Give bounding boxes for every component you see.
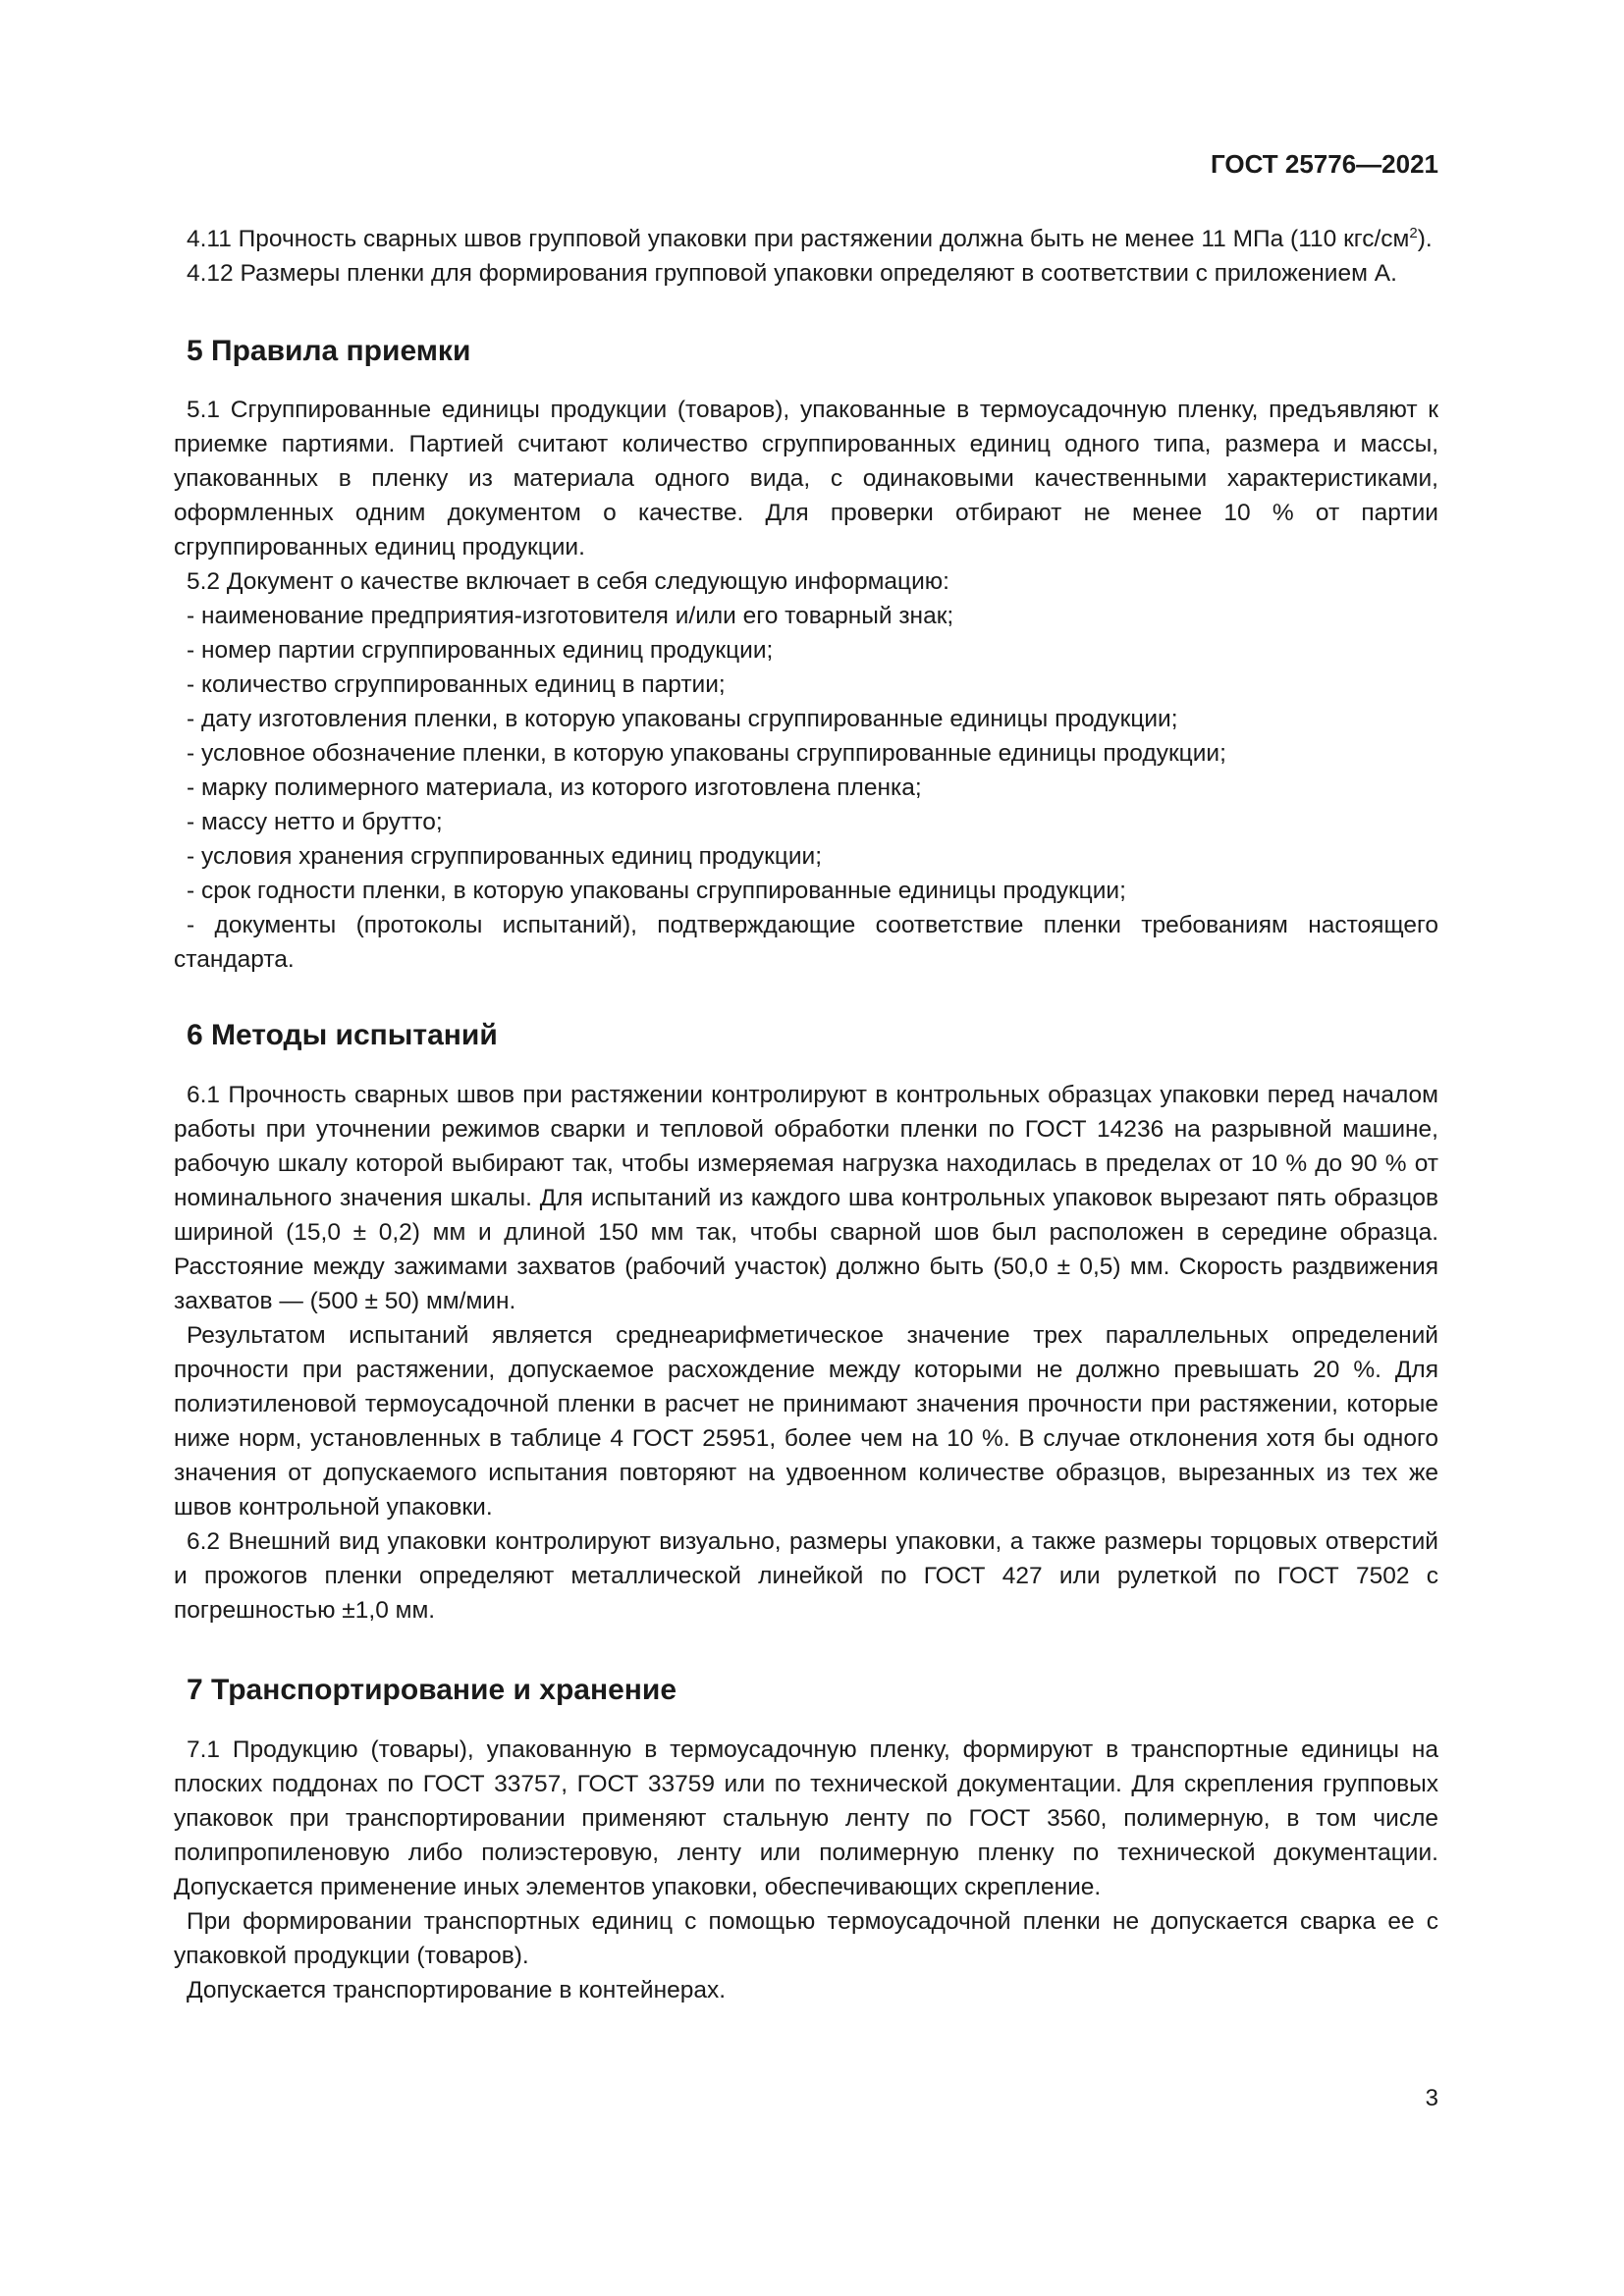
clause-7-1: 7.1 Продукцию (товары), упакованную в термоусадочную пленку, формируют в транспортные единицы на плоских поддонах по ГОСТ 33757, ГОСТ 33759 или по технической документации. Для скрепления групповых упаковок при транспортировании применяют стальную ленту по ГОСТ 3560, полимерную, в том числе полипропиленовую либо полиэстеровую, ленту или полимерную пленку по технической документации. Допускается применение иных элементов упаковки, обеспечивающих скрепление. [174, 1736, 1438, 1900]
clause-6-1-result: Результатом испытаний является среднеарифметическое значение трех параллельных определений прочности при растяжении, допускаемое расхождение между которыми не должно превышать 20 %. Для полиэтиленовой термоусадочной пленки в расчет не принимают значения прочности при растяжении, которые ниже норм, установленных в таблице 4 ГОСТ 25951, более чем на 10 %. В случае отклонения хотя бы одного значения от допускаемого испытания повторяют на удвоенном количестве образцов, вырезанных из тех же швов контрольной упаковки. [174, 1322, 1438, 1521]
clause-6-2: 6.2 Внешний вид упаковки контролируют визуально, размеры упаковки, а также размеры торцовых отверстий и прожогов пленки определяют металлической линейкой по ГОСТ 427 или рулеткой по ГОСТ 7502 с погрешностью ±1,0 мм. [174, 1528, 1438, 1624]
clause-5-1: 5.1 Сгруппированные единицы продукции (товаров), упакованные в термоусадочную пленку, предъявляют к приемке партиями. Партией считают количество сгруппированных единиц одного типа, размера и массы, упакованных в пленку из материала одного вида, с одинаковыми качественными характеристиками, оформленных одним документом о качестве. Для проверки отбирают не менее 10 % от партии сгруппированных единиц продукции. [174, 397, 1438, 561]
document-header-id: ГОСТ 25776—2021 [1211, 149, 1438, 179]
list-item: - номер партии сгруппированных единиц продукции; [187, 637, 774, 664]
clause-text-end: ). [1417, 226, 1433, 252]
section-heading-5: 5 Правила приемки [187, 335, 471, 367]
clause-7-1-containers: Допускается транспортирование в контейнерах. [187, 1977, 727, 2003]
list-item: - наименование предприятия-изготовителя и/или его товарный знак; [187, 603, 954, 629]
clause-4-11 [174, 222, 1438, 256]
list-item: - массу нетто и брутто; [187, 809, 443, 835]
list-item: - срок годности пленки, в которую упакованы сгруппированные единицы продукции; [187, 878, 1126, 904]
list-item: - дату изготовления пленки, в которую упакованы сгруппированные единицы продукции; [187, 706, 1178, 732]
clause-text: 4.11 Прочность сварных швов групповой упаковки при растяжении должна быть не менее 11 МПа (110 кгс/см [187, 226, 1410, 252]
list-item: - количество сгруппированных единиц в партии; [187, 671, 726, 698]
clause-7-1-welding: При формировании транспортных единиц с помощью термоусадочной пленки не допускается сварка ее с упаковкой продукции (товаров). [174, 1908, 1438, 1969]
clause-6-1: 6.1 Прочность сварных швов при растяжении контролируют в контрольных образцах упаковки перед началом работы при уточнении режимов сварки и тепловой обработки пленки по ГОСТ 14236 на разрывной машине, рабочую шкалу которой выбирают так, чтобы измеряемая нагрузка находилась в пределах от 10 % до 90 % от номинального значения шкалы. Для испытаний из каждого шва контрольных упаковок вырезают пять образцов шириной (15,0 ± 0,2) мм и длиной 150 мм так, чтобы сварной шов был расположен в середине образца. Расстояние между зажимами захватов (рабочий участок) должно быть (50,0 ± 0,5) мм. Скорость раздвижения захватов — (500 ± 50) мм/мин. [174, 1082, 1438, 1314]
page-number: 3 [1425, 2085, 1438, 2111]
clause-4-12: 4.12 Размеры пленки для формирования групповой упаковки определяют в соответствии с приложением А. [187, 260, 1397, 287]
list-item: - марку полимерного материала, из которого изготовлена пленка; [187, 774, 922, 801]
superscript: 2 [1409, 224, 1418, 241]
page-body [174, 222, 1438, 2007]
section-heading-6: 6 Методы испытаний [187, 1019, 498, 1051]
list-item: - условное обозначение пленки, в которую упакованы сгруппированные единицы продукции; [187, 740, 1226, 767]
list-item: - документы (протоколы испытаний), подтверждающие соответствие пленки требованиям настоящего стандарта. [174, 912, 1438, 973]
clause-5-2: 5.2 Документ о качестве включает в себя следующую информацию: [187, 568, 949, 595]
section-heading-7: 7 Транспортирование и хранение [187, 1674, 677, 1706]
list-item: - условия хранения сгруппированных единиц продукции; [187, 843, 823, 870]
